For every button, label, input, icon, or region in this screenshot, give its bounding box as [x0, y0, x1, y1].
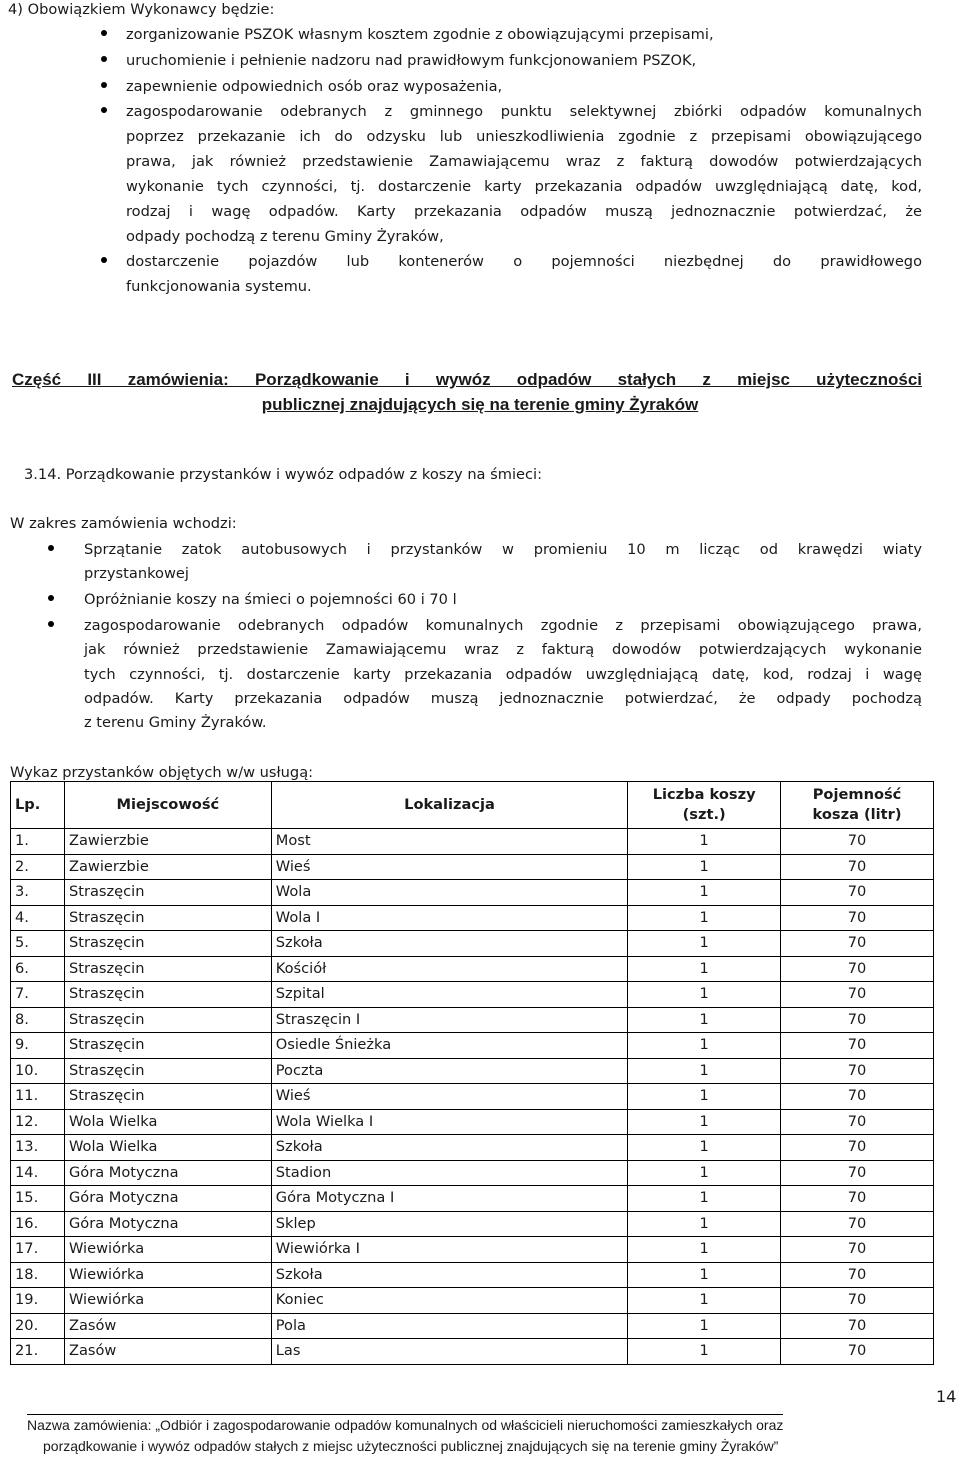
- cell-lokalizacja: Szkoła: [271, 1135, 628, 1161]
- cell-liczba: 1: [628, 956, 781, 982]
- cell-pojemnosc: 70: [781, 1211, 934, 1237]
- table-row: [11, 1109, 934, 1135]
- cell-lp: 16.: [11, 1211, 65, 1237]
- list-title: Wykaz przystanków objętych w/w usługą:: [10, 764, 314, 781]
- page-number: 14: [936, 1387, 957, 1406]
- cell-lokalizacja: Szkoła: [271, 931, 628, 957]
- cell-pojemnosc: 70: [781, 1160, 934, 1186]
- cell-liczba: 1: [628, 931, 781, 957]
- cell-lokalizacja: Most: [271, 829, 628, 855]
- cell-lokalizacja: Pola: [271, 1313, 628, 1339]
- cell-lp: 4.: [11, 905, 65, 931]
- table-row: [11, 854, 934, 880]
- cell-lp: 8.: [11, 1007, 65, 1033]
- cell-lp: 20.: [11, 1313, 65, 1339]
- cell-miejscowosc: Straszęcin: [64, 982, 271, 1008]
- cell-lokalizacja: Szkoła: [271, 1262, 628, 1288]
- header-liczba-line-1: Liczba koszy: [652, 786, 756, 803]
- cell-liczba: 1: [628, 982, 781, 1008]
- cell-pojemnosc: 70: [781, 1288, 934, 1314]
- cell-miejscowosc: Straszęcin: [64, 880, 271, 906]
- cell-liczba: 1: [628, 1084, 781, 1110]
- scope-item-3-line: tych czynności, tj. dostarczenie karty przekazania odpadów uwzględniającą datę, kod, rodzaj i wagę: [84, 666, 922, 683]
- cell-lp: 6.: [11, 956, 65, 982]
- table-row: [11, 1135, 934, 1161]
- cell-lokalizacja: Poczta: [271, 1058, 628, 1084]
- table-row: [11, 956, 934, 982]
- scope-item-3-line: z terenu Gminy Żyraków.: [84, 714, 267, 731]
- header-pojemnosc-line-2: kosza (litr): [812, 806, 902, 823]
- bullet-icon: [101, 30, 107, 36]
- cell-lokalizacja: Straszęcin I: [271, 1007, 628, 1033]
- cell-miejscowosc: Straszęcin: [64, 1033, 271, 1059]
- cell-miejscowosc: Wiewiórka: [64, 1262, 271, 1288]
- cell-miejscowosc: Wiewiórka: [64, 1288, 271, 1314]
- table-header-row: [11, 782, 934, 829]
- table-row: [11, 1007, 934, 1033]
- cell-lp: 12.: [11, 1109, 65, 1135]
- table-row: [11, 1058, 934, 1084]
- section-4-item-3: zapewnienie odpowiednich osób oraz wyposażenia,: [126, 78, 503, 95]
- section-4-item-4-line: poprzez przekazanie ich do odzysku lub unieszkodliwienia zgodnie z przepisami obowiązującego: [126, 128, 922, 145]
- cell-miejscowosc: Zawierzbie: [64, 829, 271, 855]
- cell-liczba: 1: [628, 1109, 781, 1135]
- cell-miejscowosc: Straszęcin: [64, 931, 271, 957]
- scope-item-1-line: przystankowej: [84, 565, 189, 582]
- cell-pojemnosc: 70: [781, 931, 934, 957]
- table-body: [11, 829, 934, 1365]
- cell-lp: 5.: [11, 931, 65, 957]
- cell-miejscowosc: Straszęcin: [64, 1058, 271, 1084]
- scope-item-1-line: Sprzątanie zatok autobusowych i przystanków w promieniu 10 m licząc od krawędzi wiaty: [84, 541, 922, 558]
- cell-pojemnosc: 70: [781, 880, 934, 906]
- table-row: [11, 829, 934, 855]
- cell-pojemnosc: 70: [781, 1339, 934, 1365]
- cell-lp: 9.: [11, 1033, 65, 1059]
- header-lokalizacja: Lokalizacja: [271, 782, 628, 829]
- table-row: [11, 982, 934, 1008]
- table-row: [11, 1288, 934, 1314]
- section-4-item-1: zorganizowanie PSZOK własnym kosztem zgodnie z obowiązującymi przepisami,: [126, 26, 714, 43]
- cell-lp: 7.: [11, 982, 65, 1008]
- header-lp: Lp.: [11, 782, 65, 829]
- cell-pojemnosc: 70: [781, 982, 934, 1008]
- cell-lp: 1.: [11, 829, 65, 855]
- table-row: [11, 1237, 934, 1263]
- section-4-item-5-line: dostarczenie pojazdów lub kontenerów o pojemności niezbędnej do prawidłowego: [126, 253, 922, 270]
- cell-lokalizacja: Wiewiórka I: [271, 1237, 628, 1263]
- cell-pojemnosc: 70: [781, 1007, 934, 1033]
- cell-miejscowosc: Straszęcin: [64, 1007, 271, 1033]
- cell-lokalizacja: Wola Wielka I: [271, 1109, 628, 1135]
- cell-liczba: 1: [628, 1160, 781, 1186]
- cell-liczba: 1: [628, 854, 781, 880]
- cell-liczba: 1: [628, 1313, 781, 1339]
- table-row: [11, 931, 934, 957]
- cell-lokalizacja: Las: [271, 1339, 628, 1365]
- cell-lokalizacja: Wola I: [271, 905, 628, 931]
- cell-pojemnosc: 70: [781, 1058, 934, 1084]
- cell-liczba: 1: [628, 1339, 781, 1365]
- cell-pojemnosc: 70: [781, 956, 934, 982]
- table-row: [11, 1186, 934, 1212]
- section-4-item-4-line: rodzaj i wagę odpadów. Karty przekazania odpadów muszą jednoznacznie potwierdzać, że: [126, 203, 922, 220]
- part-3-heading: Część III zamówienia: Porządkowanie i wywóz odpadów stałych z miejsc użyteczności: [12, 370, 922, 389]
- bullet-icon: [101, 56, 107, 62]
- cell-pojemnosc: 70: [781, 1186, 934, 1212]
- cell-lp: 17.: [11, 1237, 65, 1263]
- section-4-item-4-line: odpady pochodzą z terenu Gminy Żyraków,: [126, 228, 444, 245]
- cell-lokalizacja: Stadion: [271, 1160, 628, 1186]
- cell-lokalizacja: Wieś: [271, 854, 628, 880]
- header-pojemnosc: [781, 782, 934, 829]
- cell-pojemnosc: 70: [781, 905, 934, 931]
- cell-lokalizacja: Góra Motyczna I: [271, 1186, 628, 1212]
- cell-lokalizacja: Wola: [271, 880, 628, 906]
- cell-lp: 15.: [11, 1186, 65, 1212]
- table-row: [11, 905, 934, 931]
- cell-liczba: 1: [628, 1262, 781, 1288]
- cell-pojemnosc: 70: [781, 1262, 934, 1288]
- cell-pojemnosc: 70: [781, 829, 934, 855]
- cell-lp: 19.: [11, 1288, 65, 1314]
- cell-liczba: 1: [628, 1211, 781, 1237]
- table-row: [11, 1160, 934, 1186]
- cell-liczba: 1: [628, 1237, 781, 1263]
- cell-liczba: 1: [628, 1186, 781, 1212]
- cell-miejscowosc: Straszęcin: [64, 956, 271, 982]
- header-liczba-koszy: [628, 782, 781, 829]
- section-4-item-4-line: zagospodarowanie odebranych z gminnego punktu selektywnej zbiórki odpadów komunalnych: [126, 103, 922, 120]
- cell-miejscowosc: Straszęcin: [64, 1084, 271, 1110]
- header-liczba-line-2: (szt.): [682, 806, 726, 823]
- cell-miejscowosc: Wola Wielka: [64, 1135, 271, 1161]
- cell-miejscowosc: Góra Motyczna: [64, 1186, 271, 1212]
- cell-miejscowosc: Wiewiórka: [64, 1237, 271, 1263]
- table-row: [11, 1033, 934, 1059]
- cell-lp: 3.: [11, 880, 65, 906]
- bullet-icon: [48, 621, 54, 627]
- part-3-heading-line-2: publicznej znajdujących się na terenie gminy Żyraków: [261, 395, 699, 414]
- scope-item-3-line: jak również przedstawienie Zamawiającemu wraz z fakturą dowodów potwierdzających wykonanie: [84, 641, 922, 658]
- section-4-item-4-line: wykonanie tych czynności, tj. dostarczenie karty przekazania odpadów uwzględniającą datę, kod,: [126, 178, 922, 195]
- footer-line-1: Nazwa zamówienia: „Odbiór i zagospodarowanie odpadów komunalnych od właścicieli nieruchomości zamieszkałych oraz: [27, 1414, 783, 1433]
- bullet-icon: [101, 107, 107, 113]
- cell-liczba: 1: [628, 880, 781, 906]
- cell-liczba: 1: [628, 905, 781, 931]
- bullet-icon: [48, 545, 54, 551]
- table-row: [11, 1084, 934, 1110]
- cell-miejscowosc: Góra Motyczna: [64, 1211, 271, 1237]
- cell-miejscowosc: Zasów: [64, 1313, 271, 1339]
- bullet-icon: [48, 595, 54, 601]
- section-4-title: 4) Obowiązkiem Wykonawcy będzie:: [8, 1, 275, 18]
- cell-miejscowosc: Zasów: [64, 1339, 271, 1365]
- cell-lokalizacja: Szpital: [271, 982, 628, 1008]
- section-4-item-2: uruchomienie i pełnienie nadzoru nad prawidłowym funkcjonowaniem PSZOK,: [126, 52, 697, 69]
- scope-item-3-line: zagospodarowanie odebranych odpadów komunalnych zgodnie z przepisami obowiązującego prawa,: [84, 617, 922, 634]
- cell-lokalizacja: Kościół: [271, 956, 628, 982]
- bus-stops-table: [10, 781, 934, 1365]
- cell-pojemnosc: 70: [781, 1033, 934, 1059]
- cell-lokalizacja: Sklep: [271, 1211, 628, 1237]
- table-row: [11, 1211, 934, 1237]
- header-miejscowosc: Miejscowość: [64, 782, 271, 829]
- section-3-14-title: 3.14. Porządkowanie przystanków i wywóz odpadów z koszy na śmieci:: [24, 466, 542, 483]
- cell-liczba: 1: [628, 1033, 781, 1059]
- scope-item-3-line: odpadów. Karty przekazania odpadów muszą jednoznacznie potwierdzać, że odpady pochodzą: [84, 690, 922, 707]
- cell-lokalizacja: Wieś: [271, 1084, 628, 1110]
- cell-liczba: 1: [628, 829, 781, 855]
- cell-lp: 13.: [11, 1135, 65, 1161]
- cell-pojemnosc: 70: [781, 1135, 934, 1161]
- cell-miejscowosc: Straszęcin: [64, 905, 271, 931]
- cell-lp: 10.: [11, 1058, 65, 1084]
- cell-miejscowosc: Wola Wielka: [64, 1109, 271, 1135]
- bullet-icon: [101, 257, 107, 263]
- cell-lp: 11.: [11, 1084, 65, 1110]
- scope-intro: W zakres zamówienia wchodzi:: [10, 515, 237, 532]
- section-4-item-5-line: funkcjonowania systemu.: [126, 278, 312, 295]
- bullet-icon: [101, 82, 107, 88]
- cell-lokalizacja: Koniec: [271, 1288, 628, 1314]
- cell-miejscowosc: Góra Motyczna: [64, 1160, 271, 1186]
- cell-lp: 2.: [11, 854, 65, 880]
- cell-pojemnosc: 70: [781, 1313, 934, 1339]
- cell-lp: 21.: [11, 1339, 65, 1365]
- scope-item-2: Opróżnianie koszy na śmieci o pojemności 60 i 70 l: [84, 591, 457, 608]
- footer-line-2: porządkowanie i wywóz odpadów stałych z miejsc użyteczności publicznej znajdujących się na terenie gminy Żyraków”: [43, 1438, 779, 1454]
- cell-liczba: 1: [628, 1288, 781, 1314]
- cell-liczba: 1: [628, 1058, 781, 1084]
- table-row: [11, 1262, 934, 1288]
- header-pojemnosc-line-1: Pojemność: [812, 786, 902, 803]
- cell-pojemnosc: 70: [781, 1084, 934, 1110]
- cell-liczba: 1: [628, 1007, 781, 1033]
- cell-lp: 18.: [11, 1262, 65, 1288]
- section-4-item-4-line: prawa, jak również przedstawienie Zamawiającemu wraz z fakturą dowodów potwierdzających: [126, 153, 922, 170]
- cell-lp: 14.: [11, 1160, 65, 1186]
- table-row: [11, 1339, 934, 1365]
- cell-lokalizacja: Osiedle Śnieżka: [271, 1033, 628, 1059]
- cell-pojemnosc: 70: [781, 854, 934, 880]
- cell-miejscowosc: Zawierzbie: [64, 854, 271, 880]
- cell-liczba: 1: [628, 1135, 781, 1161]
- table-row: [11, 880, 934, 906]
- cell-pojemnosc: 70: [781, 1109, 934, 1135]
- table-row: [11, 1313, 934, 1339]
- cell-pojemnosc: 70: [781, 1237, 934, 1263]
